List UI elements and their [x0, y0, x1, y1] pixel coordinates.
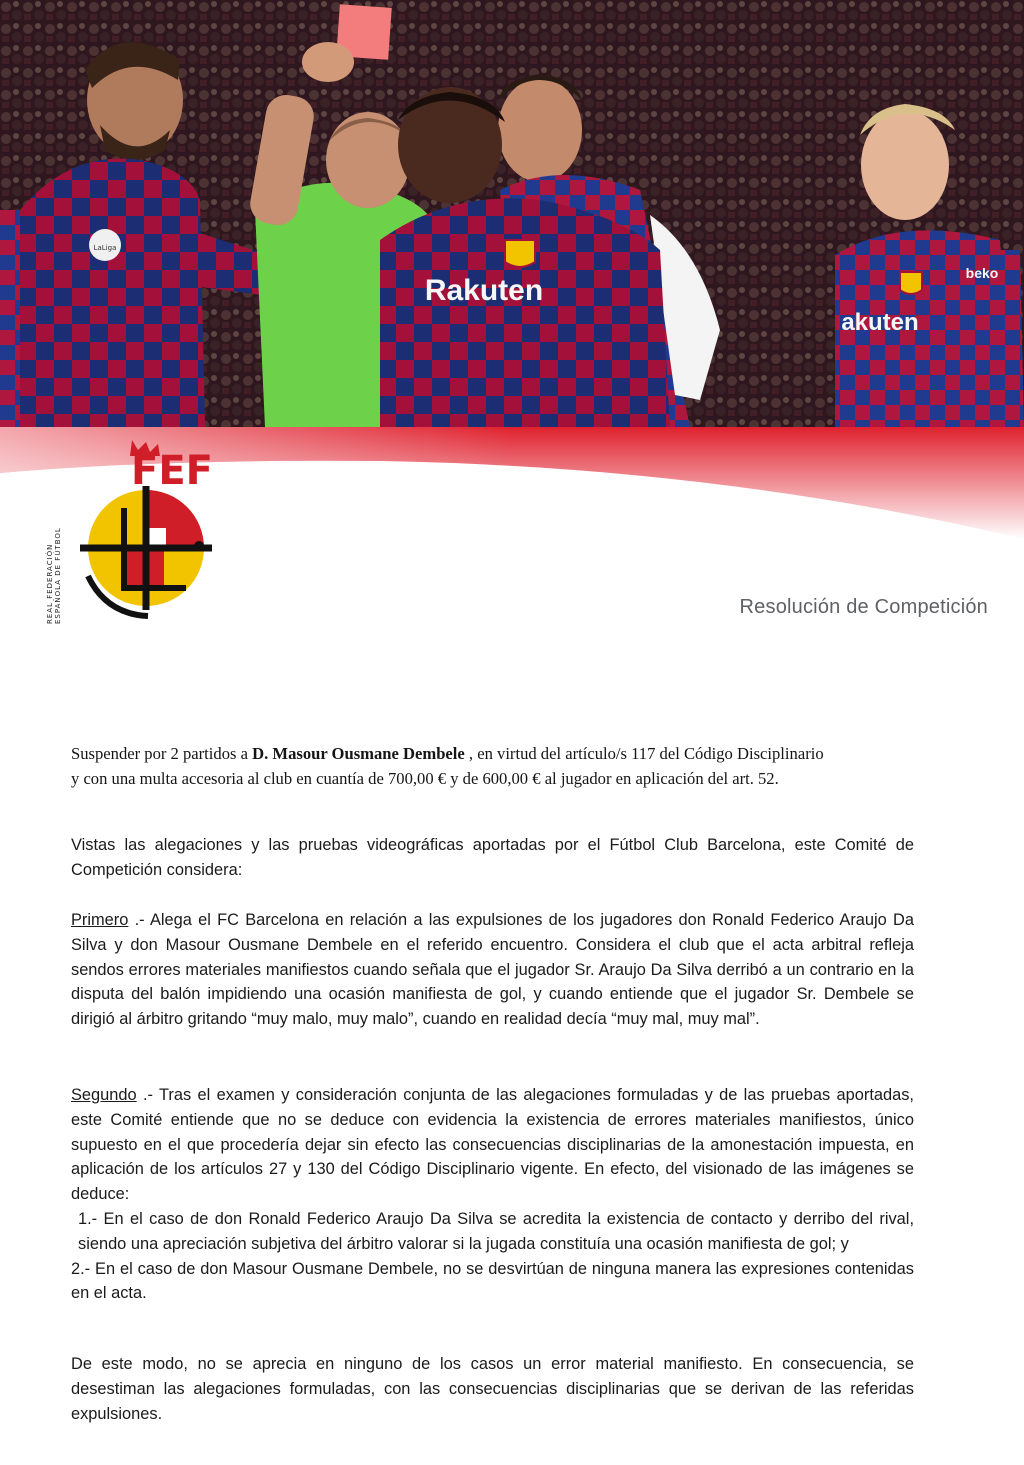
primero-sep: .- [128, 911, 150, 929]
list-item-2: 2.- En el caso de don Masour Ousmane Dembele, no se desvirtúan de ninguna manera las expresiones contenidas en el acta. [71, 1259, 914, 1303]
header-photo [0, 0, 1024, 427]
segundo-sep: .- [136, 1086, 160, 1104]
segundo-paragraph [71, 1083, 914, 1306]
segundo-label: Segundo [71, 1086, 137, 1104]
intro-paragraph: Vistas las alegaciones y las pruebas videográficas aportadas por el Fútbol Club Barcelona, este Comité de Competición considera: [71, 836, 914, 879]
primero-paragraph [71, 908, 914, 1032]
primero-text: Alega el FC Barcelona en relación a las expulsiones de los jugadores don Ronald Federico Araujo Da Silva y don Masour Ousmane Dembele en el referido encuentro. Considera el club que el acta arbitral refleja sendos errores materiales manifiestos cuando señala que el jugador Sr. Araujo Da Silva derribó a un contrario en la disputa del balón impidiendo una ocasión manifiesta de gol, y cuando entiende que el jugador Sr. Dembele se dirigió al árbitro gritando “muy malo, muy malo”, cuando en realidad decía “muy mal, muy mal”. [71, 911, 914, 1029]
resolution-post: , en virtud del artículo/s 117 del Código Disciplinario [464, 744, 824, 763]
document-title: Resolución de Competición [739, 596, 988, 618]
sleeve-sponsor: beko [965, 265, 999, 281]
logo-caption: REAL FEDERACIÓN ESPAÑOLA DE FÚTBOL [46, 527, 62, 624]
jersey-sponsor-partial: akuten [841, 309, 919, 336]
primero-label: Primero [71, 911, 129, 929]
list-item-1: 1.- En el caso de don Ronald Federico Araujo Da Silva se acredita la existencia de contacto y derribo del rival, siendo una apreciación subjetiva del árbitro valorar si la jugada constituía una ocasión manifiesta de gol; y [78, 1209, 914, 1253]
resolution-pre: Suspender por 2 partidos a [71, 744, 253, 763]
final-paragraph: De este modo, no se aprecia en ninguno de los casos un error material manifiesto. En consecuencia, se desestiman las alegaciones formuladas, con las consecuencias disciplinarias que se derivan de las referidas expulsiones. [71, 1355, 914, 1423]
resolution-paragraph [71, 741, 941, 791]
jersey-sponsor: Rakuten [424, 274, 544, 307]
resolution-line2: y con una multa accesoria al club en cuantía de 700,00 € y de 600,00 € al jugador en aplicación del art. 52. [71, 769, 779, 788]
svg-text:LaLiga: LaLiga [93, 244, 117, 252]
segundo-text: Tras el examen y consideración conjunta de las alegaciones formuladas y de las pruebas aportadas, este Comité entiende que no se deduce con evidencia la existencia de errores materiales manifiestos, único supuesto en el que procedería dejar sin efecto las consecuencias disciplinarias de la amonestación impuesta, en aplicación de los artículos 27 y 130 del Código Disciplinario vigente. En efecto, del visionado de las imágenes se deduce: [71, 1086, 914, 1204]
resolution-player: D. Masour Ousmane Dembele [252, 744, 465, 763]
logo-letters: FEF [131, 448, 213, 494]
match-photo-illustration [0, 0, 1024, 427]
